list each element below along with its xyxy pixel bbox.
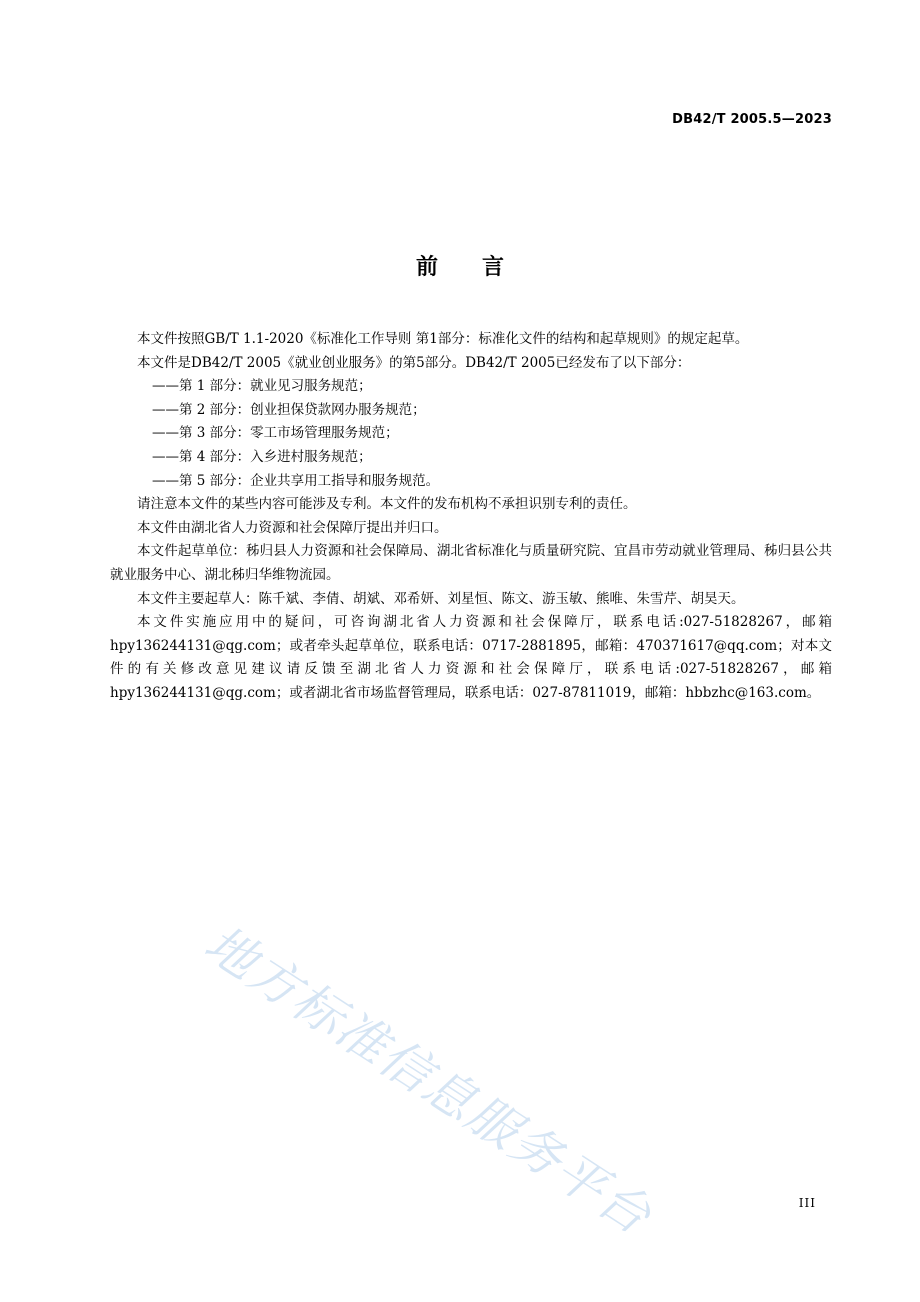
paragraph-drafting-units: 本文件起草单位：秭归县人力资源和社会保障局、湖北省标准化与质量研究院、宜昌市劳动就业管理局、秭归县公共就业服务中心、湖北秭归华维物流园。 [110,543,832,583]
paragraph-contact-info: 本文件实施应用中的疑问，可咨询湖北省人力资源和社会保障厅，联系电话:027-51828267，邮箱hpy136244131@qg.com；或者牵头起草单位，联系电话：0717-2881895，邮箱：470371617@qq.com；对本文件的有关修改意见建议请反馈至湖北省人力资源和社会保障厅，联系电话:027-51828267，邮箱hpy136244131@qg.com；或者湖北省市场监督管理局，联系电话：027-87811019，邮箱：hbbzhc@163.com。 [110,614,832,701]
list-item-part-3: ——第 3 部分：零工市场管理服务规范； [152,425,399,442]
body-text [110,328,832,706]
list-item-part-5: ——第 5 部分：企业共享用工指导和服务规范。 [152,472,440,489]
paragraph-drafting-rules: 本文件按照GB/T 1.1-2020《标准化工作导则 第1部分：标准化文件的结构和起草规则》的规定起草。 [137,331,749,347]
watermark: 地方标准信息服务平台 [194,914,663,1247]
page-number: III [798,1196,816,1210]
page-title: 前 言 [415,255,504,280]
list-item-part-2: ——第 2 部分：创业担保贷款网办服务规范； [152,401,426,418]
paragraph-series-intro: 本文件是DB42/T 2005《就业创业服务》的第5部分。DB42/T 2005已经发布了以下部分： [137,354,691,371]
paragraph-patent-notice: 请注意本文件的某些内容可能涉及专利。本文件的发布机构不承担识别专利的责任。 [137,496,637,513]
paragraph-proposer: 本文件由湖北省人力资源和社会保障厅提出并归口。 [137,519,448,536]
list-item-part-1: ——第 1 部分：就业见习服务规范； [152,378,372,395]
paragraph-drafters: 本文件主要起草人：陈千斌、李倩、胡斌、邓希妍、刘星恒、陈文、游玉敏、熊唯、朱雪芹、胡昊天。 [137,590,745,607]
document-number: DB42/T 2005.5—2023 [672,112,832,127]
list-item-part-4: ——第 4 部分：入乡进村服务规范； [152,448,372,465]
